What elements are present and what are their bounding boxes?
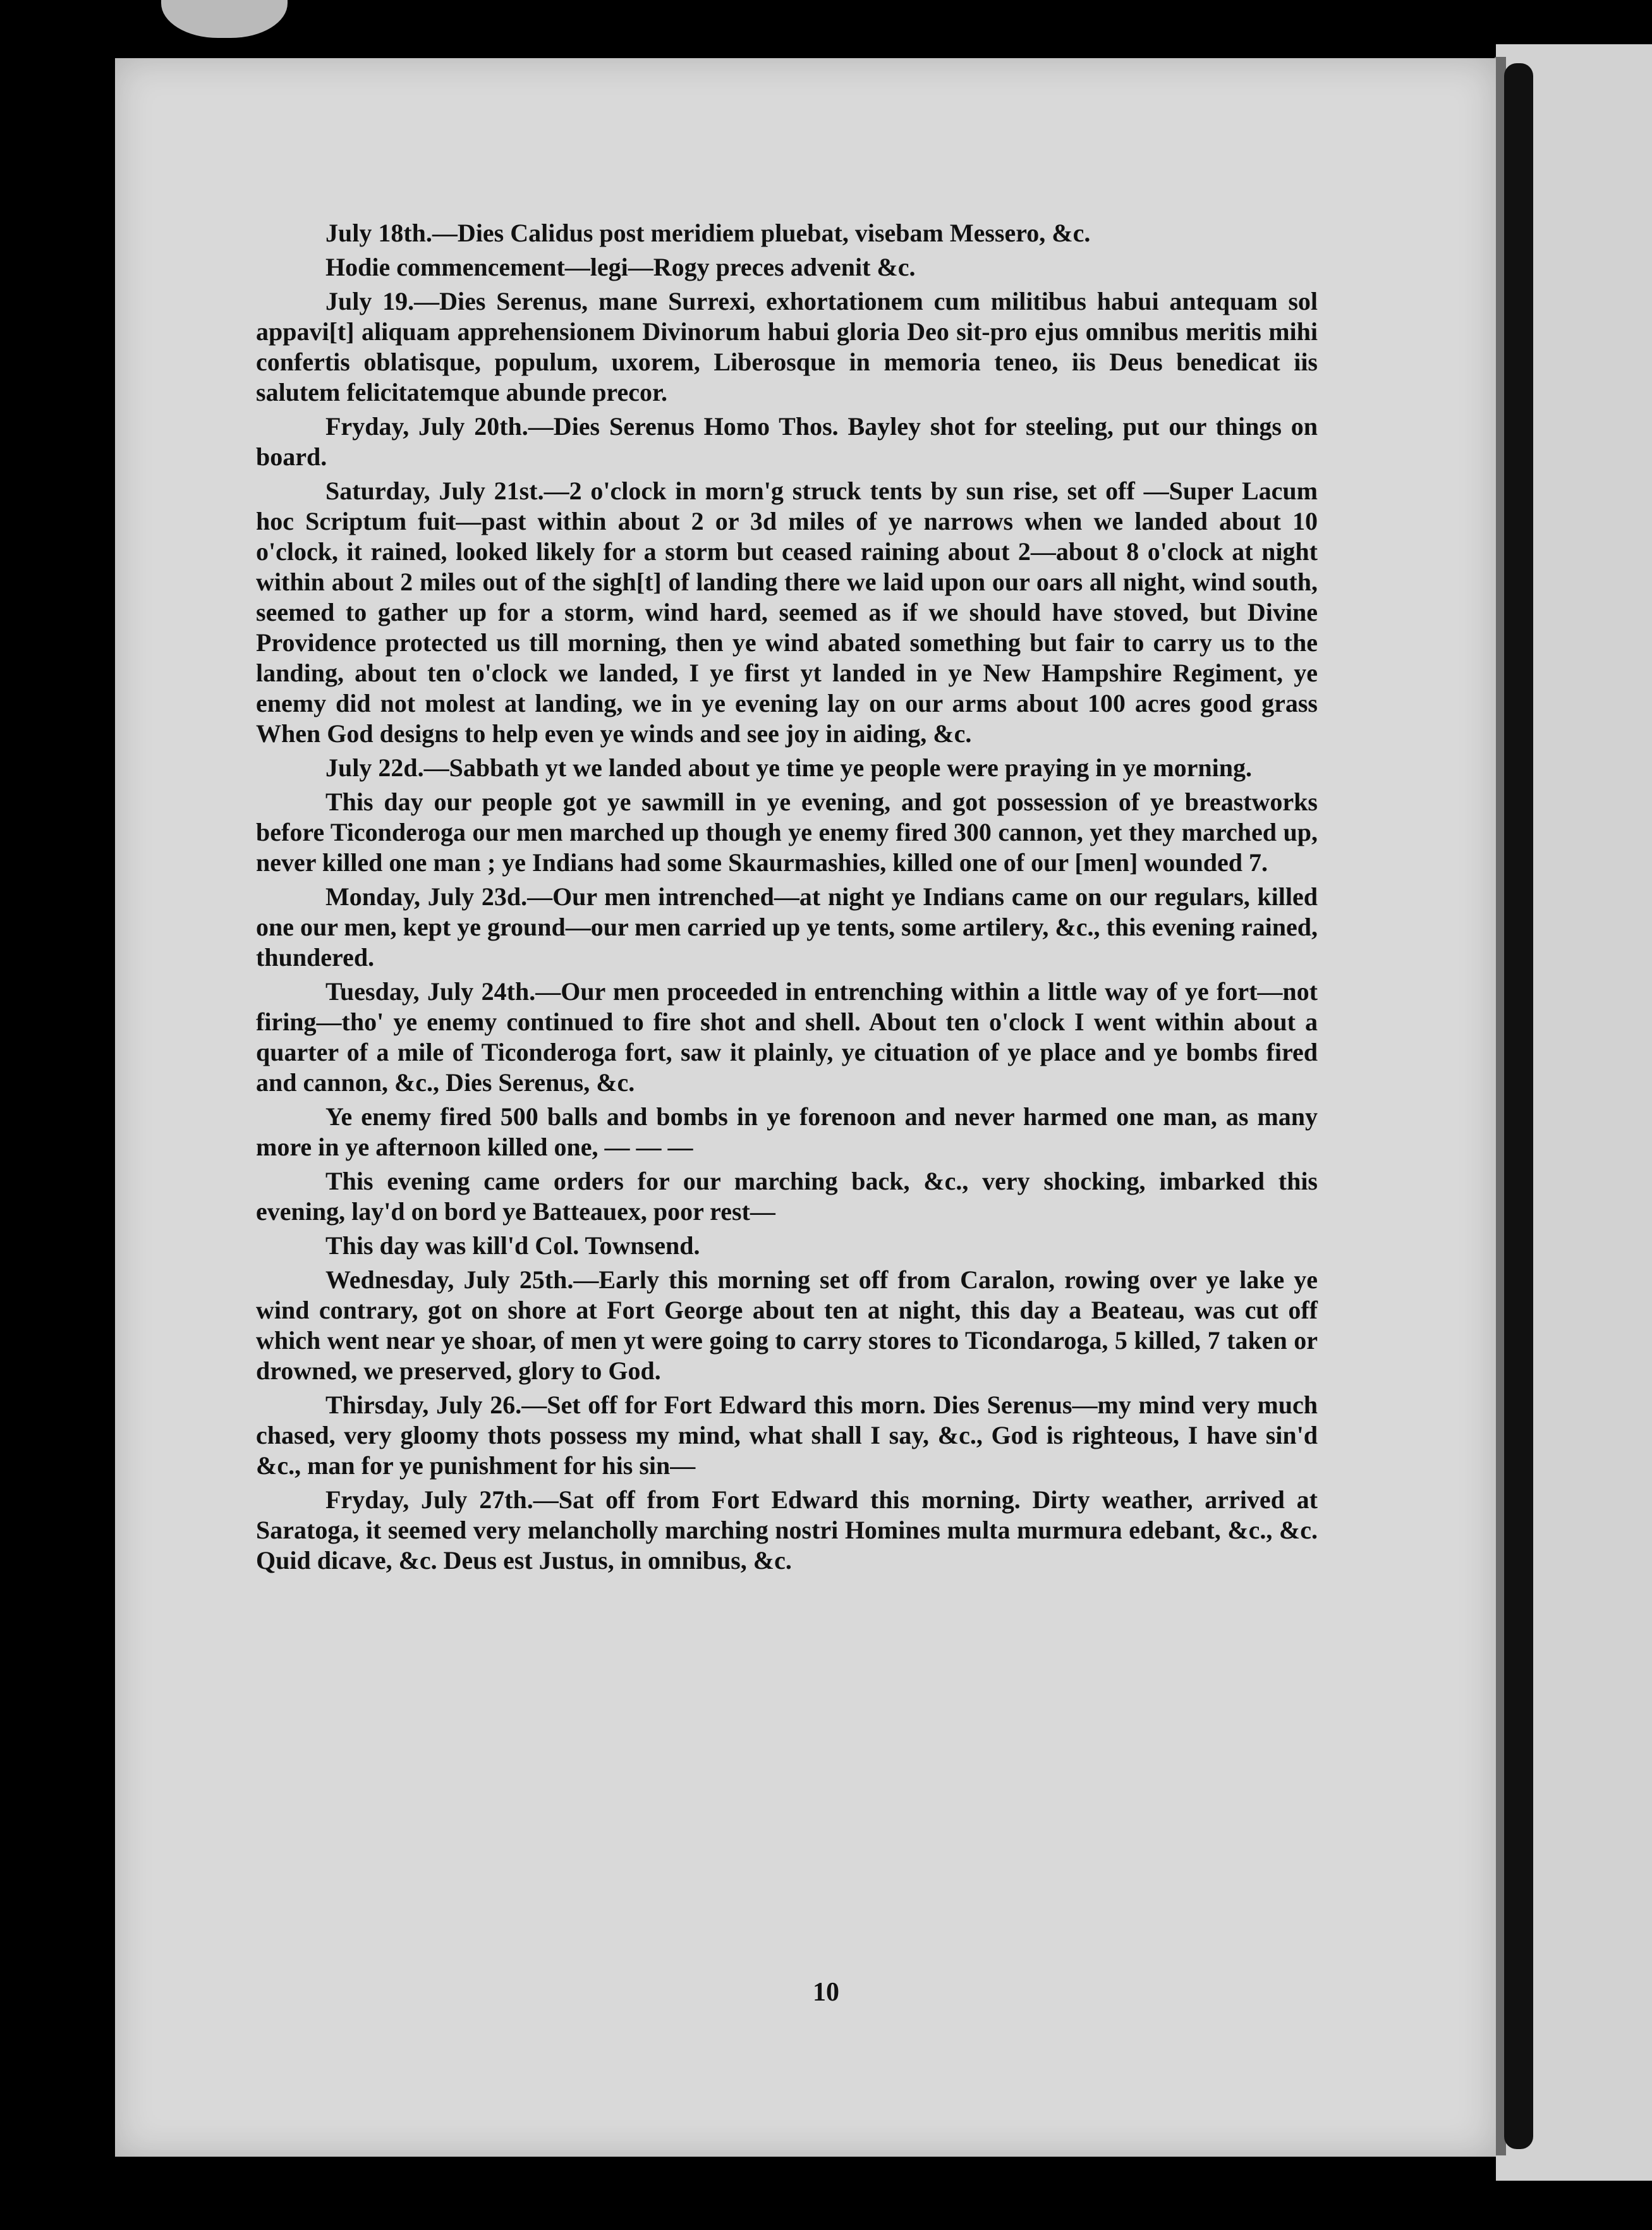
paragraph: Fryday, July 27th.—Sat off from Fort Edward this morning. Dirty weather, arrived at Saratoga, it seemed very melancholly marching nostri Homines multa murmura edebant, &c., &c. Quid dicave, &c. Deus est Justus, in omnibus, &c. — [256, 1485, 1318, 1575]
paragraph: July 22d.—Sabbath yt we landed about ye time ye people were praying in ye morning. — [325, 753, 1252, 782]
paragraph: Tuesday, July 24th.—Our men proceeded in entrenching within a little way of ye fort—not firing—tho' ye enemy continued to fire shot and shell. About ten o'clock I went within about a quarter of a mile of Ticonderoga fort, saw it plainly, ye cituation of ye place and ye bombs fired and cannon, &c., Dies Serenus, &c. — [256, 977, 1318, 1097]
page-number: 10 — [813, 1978, 839, 2007]
paragraph: Thirsday, July 26.—Set off for Fort Edward this morn. Dies Serenus—my mind very much chased, very gloomy thots possess my mind, what shall I say, &c., God is righteous, I have sin'd &c., man for ye punishment for his sin— — [256, 1391, 1318, 1480]
paragraph: July 18th.—Dies Calidus post meridiem pluebat, visebam Messero, &c. — [325, 219, 1091, 247]
book-spine — [1504, 63, 1533, 2149]
paragraph: Saturday, July 21st.—2 o'clock in morn'g struck tents by sun rise, set off —Super Lacum hoc Scriptum fuit—past within about 2 or 3d miles of ye narrows when we landed about 10 o'clock, it rained, looked likely for a storm but ceased raining about 2—about 8 o'clock at night within about 2 miles out of the sigh[t] of landing there we laid upon our oars all night, wind south, seemed to gather up for a storm, wind hard, seemed as if we should have stoved, but Divine Providence protected us till morning, then ye wind abated something but fair to carry us to the landing, about ten o'clock we landed, I ye first yt landed in ye New Hampshire Regiment, ye enemy did not molest at landing, we in ye evening lay on our arms about 100 acres good grass When God designs to help even ye winds and see joy in aiding, &c. — [256, 477, 1318, 748]
diary-text — [256, 218, 1318, 1580]
corner-stain — [161, 0, 288, 38]
paragraph: Hodie commencement—legi—Rogy preces advenit &c. — [325, 253, 916, 281]
paragraph: July 19.—Dies Serenus, mane Surrexi, exhortationem cum militibus habui antequam sol appavi[t] aliquam apprehensionem Divinorum habui gloria Deo sit-pro ejus omnibus meritis mihi confertis oblatisque, populum, uxorem, Liberosque in memoria teneo, iis Deus benedicat iis salutem felicitatemque abunde precor. — [256, 287, 1318, 406]
paragraph: This day was kill'd Col. Townsend. — [325, 1231, 700, 1260]
paragraph: This day our people got ye sawmill in ye evening, and got possession of ye breastworks before Ticonderoga our men marched up though ye enemy fired 300 cannon, yet they marched up, never killed one man ; ye Indians had some Skaurmashies, killed one of our [men] wounded 7. — [256, 788, 1318, 877]
paragraph: Wednesday, July 25th.—Early this morning set off from Caralon, rowing over ye lake ye wind contrary, got on shore at Fort George about ten at night, this day a Beateau, was cut off which went near ye shoar, of men yt were going to carry stores to Ticondaroga, 5 killed, 7 taken or drowned, we preserved, glory to God. — [256, 1265, 1318, 1385]
paragraph: Monday, July 23d.—Our men intrenched—at night ye Indians came on our regulars, killed one our men, kept ye ground—our men carried up ye tents, some artilery, &c., this evening rained, thundered. — [256, 882, 1318, 972]
paragraph: Fryday, July 20th.—Dies Serenus Homo Thos. Bayley shot for steeling, put our things on board. — [256, 412, 1318, 471]
paragraph: Ye enemy fired 500 balls and bombs in ye forenoon and never harmed one man, as many more in ye afternoon killed one, — — — — [256, 1102, 1318, 1161]
paragraph: This evening came orders for our marching back, &c., very shocking, imbarked this evening, lay'd on bord ye Batteauex, poor rest— — [256, 1167, 1318, 1226]
